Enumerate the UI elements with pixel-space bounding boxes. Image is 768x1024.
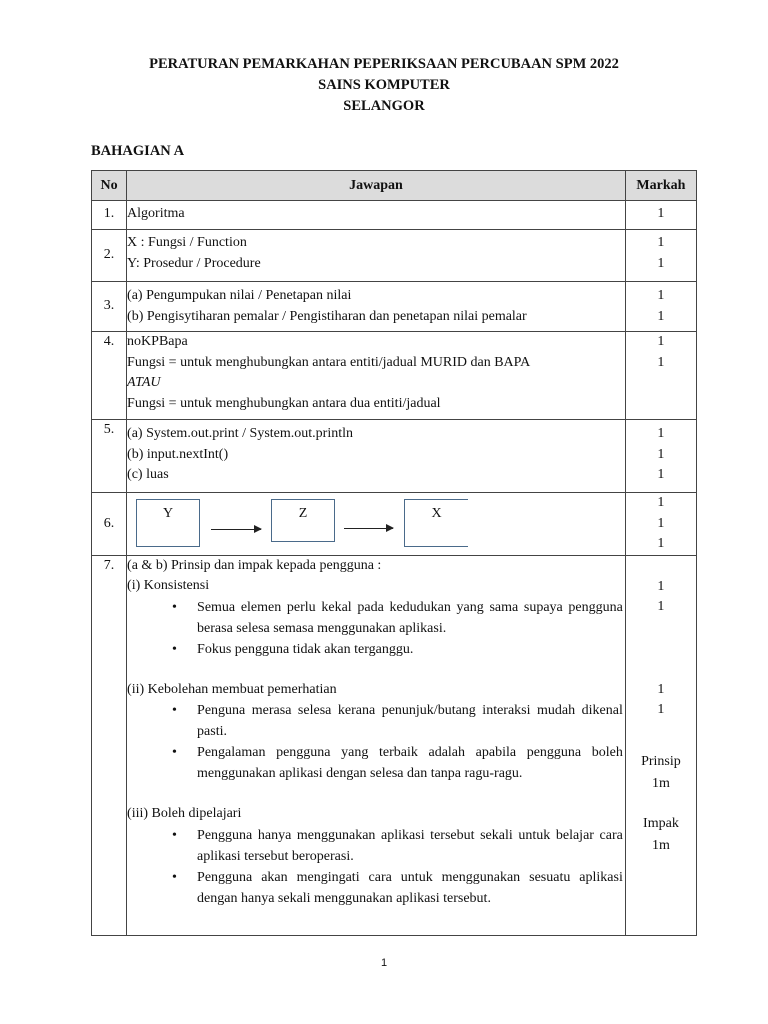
question-number <box>92 201 127 230</box>
marks-cell <box>625 493 696 556</box>
table-row-q5 <box>92 420 697 493</box>
answer-line: Fungsi = untuk menghubungkan antara entiti/jadual MURID dan BAPA <box>127 354 531 370</box>
flow-box-x <box>404 499 468 547</box>
marks-cell <box>625 230 696 282</box>
bullet-item: • Pengalaman pengguna yang terbaik adalah apabila pengguna boleh menggunakan aplikasi dengan selesa dan tanpa ragu-ragu. <box>197 742 625 784</box>
flow-box-label: Y <box>162 506 174 521</box>
answer-cell <box>127 201 626 230</box>
flow-box-label: X <box>431 506 442 521</box>
marks-cell <box>625 332 696 420</box>
mark-value: 1 <box>657 426 665 441</box>
question-number <box>92 420 127 493</box>
answer-line-alternative: ATAU <box>127 375 161 390</box>
bullet-list <box>127 700 625 784</box>
page-number: 1 <box>380 957 388 969</box>
mark-value: 1 <box>657 288 665 303</box>
question-number-text: 7. <box>103 557 115 573</box>
flow-diagram <box>127 493 625 553</box>
answer-cell <box>127 332 626 420</box>
answer-line: (a) Pengumpukan nilai / Penetapan nilai <box>127 288 352 303</box>
mark-value: 1 <box>657 536 665 551</box>
table-row-q7 <box>92 555 697 935</box>
marks-cell <box>625 201 696 230</box>
principle-title: (ii) Kebolehan membuat pemerhatian <box>127 681 337 697</box>
question-number <box>92 230 127 282</box>
answer-line: (b) input.nextInt() <box>127 446 229 462</box>
document-header <box>0 54 768 117</box>
arrow-right-icon <box>211 529 261 530</box>
mark-value: 1 <box>657 515 665 531</box>
marks-cell <box>625 555 696 935</box>
bullet-item: • Fokus pengguna tidak akan terganggu. <box>197 639 625 660</box>
prinsip-mark: 1m <box>651 775 670 791</box>
question-number-text: 4. <box>103 334 115 349</box>
answer-line: (c) luas <box>127 467 169 482</box>
answer-cell <box>127 555 626 935</box>
flow-box-label: Z <box>298 506 308 521</box>
table-row-q4 <box>92 332 697 420</box>
answer-line: (b) Pengisytiharan pemalar / Pengistiharan dan penetapan nilai pemalar <box>127 308 527 324</box>
mark-value: 1 <box>657 702 665 717</box>
mark-value: 1 <box>657 446 665 462</box>
question-number <box>92 555 127 935</box>
bullet-item: • Pengguna akan mengingati cara untuk menggunakan sesuatu aplikasi dengan hanya sekali menggunakan aplikasi tersebut. <box>197 867 625 909</box>
question-number <box>92 282 127 332</box>
mark-value: 1 <box>657 354 665 370</box>
answer-line: X : Fungsi / Function <box>127 235 247 250</box>
answer-intro: (a & b) Prinsip dan impak kepada pengguna : <box>127 557 382 573</box>
bullet-item: • Penguna merasa selesa kerana penunjuk/butang interaksi mudah dikenal pasti. <box>197 700 625 742</box>
question-number-text: 6. <box>103 515 115 531</box>
bullet-list <box>127 825 625 909</box>
section-title: BAHAGIAN A <box>91 143 185 159</box>
mark-value: 1 <box>657 235 665 250</box>
answer-line: noKPBapa <box>127 334 188 349</box>
table-row-q2 <box>92 230 697 282</box>
impak-mark: 1m <box>651 837 670 853</box>
answer-line: Fungsi = untuk menghubungkan antara dua entiti/jadual <box>127 395 441 411</box>
answer-line: Y: Prosedur / Procedure <box>127 255 261 271</box>
question-number <box>92 493 127 556</box>
header-line-2: SAINS KOMPUTER <box>318 77 450 93</box>
answer-line: (a) System.out.print / System.out.println <box>127 426 353 441</box>
impak-label: Impak <box>643 815 679 831</box>
mark-value: 1 <box>657 467 665 482</box>
table-row-q3 <box>92 282 697 332</box>
answer-cell <box>127 420 626 493</box>
table-row-q1 <box>92 201 697 230</box>
mark-value: 1 <box>657 206 665 221</box>
header-line-3: SELANGOR <box>343 98 425 114</box>
answer-cell <box>127 230 626 282</box>
prinsip-label: Prinsip <box>641 753 681 769</box>
header-markah: Markah <box>625 171 696 201</box>
question-number-text: 1. <box>103 206 115 221</box>
mark-value: 1 <box>657 599 665 614</box>
flow-diagram-cell <box>127 493 626 556</box>
question-number-text: 3. <box>103 298 115 314</box>
mark-value: 1 <box>657 495 665 510</box>
mark-value: 1 <box>657 255 665 271</box>
answer-line: Algoritma <box>127 206 185 221</box>
mark-value: 1 <box>657 681 665 697</box>
question-number-text: 5. <box>103 422 115 437</box>
flow-box-y <box>136 499 200 547</box>
mark-value: 1 <box>657 578 665 594</box>
mark-value: 1 <box>657 308 665 324</box>
header-no: No <box>92 171 127 201</box>
principle-title: (i) Konsistensi <box>127 578 210 593</box>
table-row-q6 <box>92 493 697 556</box>
answer-cell <box>127 282 626 332</box>
question-number-text: 2. <box>103 247 115 263</box>
header-jawapan: Jawapan <box>127 171 626 201</box>
header-line-1: PERATURAN PEMARKAHAN PEPERIKSAAN PERCUBAAN SPM 2022 <box>149 56 619 72</box>
bullet-item: • Semua elemen perlu kekal pada kedudukan yang sama supaya pengguna berasa selesa semasa menggunakan aplikasi. <box>197 597 625 639</box>
mark-value: 1 <box>657 334 665 349</box>
question-number <box>92 332 127 420</box>
arrow-right-icon <box>344 528 393 529</box>
bullet-item: • Pengguna hanya menggunakan aplikasi tersebut sekali untuk belajar cara aplikasi tersebut beroperasi. <box>197 825 625 867</box>
principle-title: (iii) Boleh dipelajari <box>127 806 242 821</box>
flow-box-z <box>271 499 335 542</box>
table-header-row <box>92 171 697 201</box>
bullet-list <box>127 597 625 660</box>
marks-cell <box>625 420 696 493</box>
marks-cell <box>625 282 696 332</box>
marking-scheme-table <box>91 170 697 936</box>
